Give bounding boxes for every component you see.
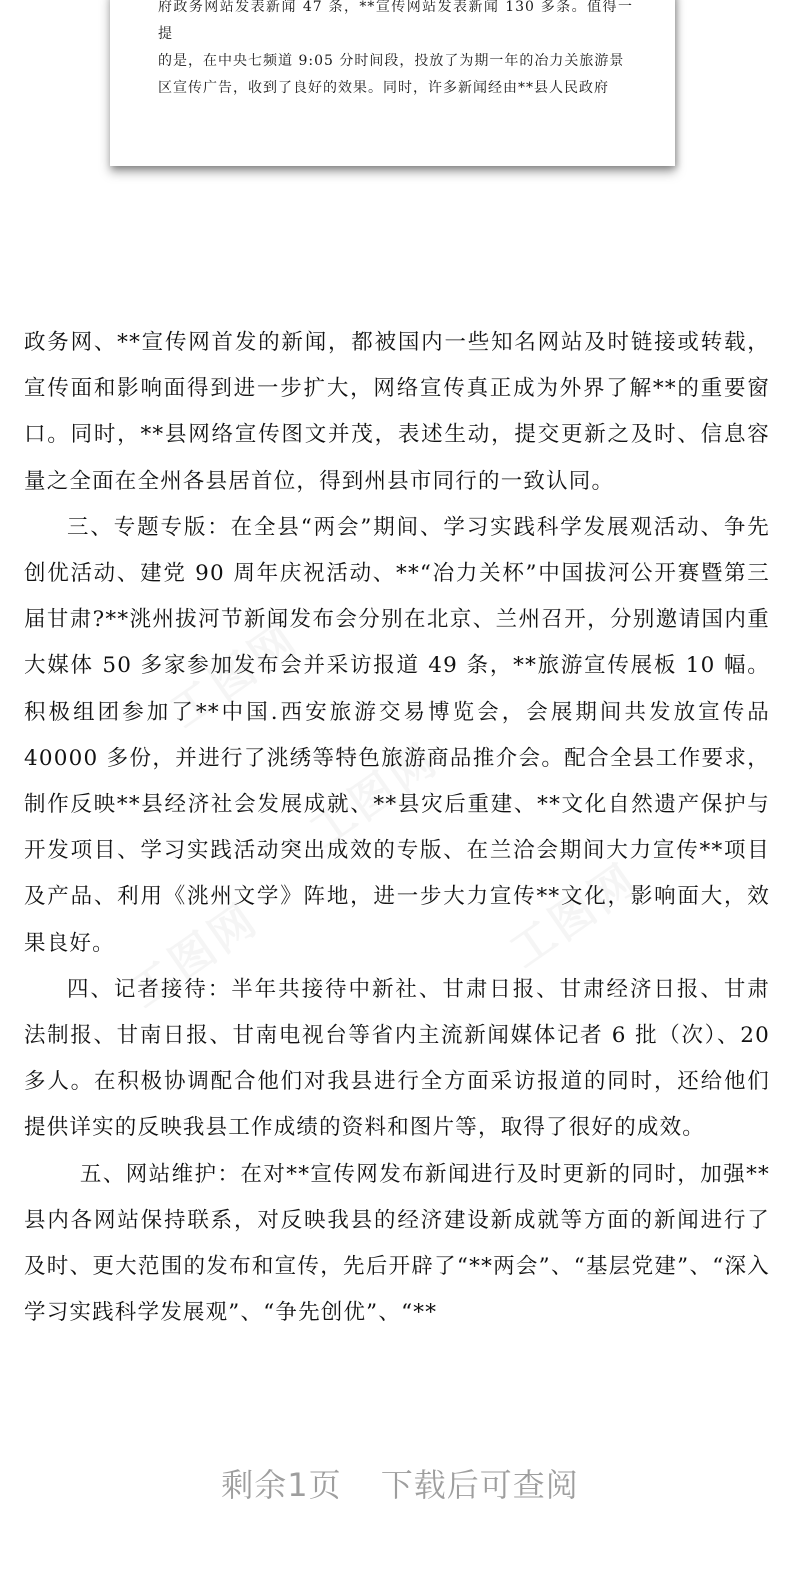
preview-line: 区宣传广告，收到了良好的效果。同时，许多新闻经由**县人民政府 [158,80,609,96]
paragraph-special-editions: 三、专题专版：在全县“两会”期间、学习实践科学发展观活动、争先创优活动、建党 90 周年庆祝活动、**“冶力关杯”中国拔河公开赛暨第三届甘肃?**洮州拔河节新闻发布会分别在北京、兰州召开，分别邀请国内重大媒体 50 多家参加发布会并采访报道 49 条，**旅游宣传展板 10 幅。积极组团参加了**中国.西安旅游交易博览会，会展期间共发放宣传品 40000 多份，并进行了洮绣等特色旅游商品推介会。配合全县工作要求，制作反映**县经济社会发展成就、**县灾后重建、**文化自然遗产保护与开发项目、学习实践活动突出成效的专版、在兰洽会期间大力宣传**项目及产品、利用《洮州文学》阵地，进一步大力宣传**文化，影响面大，效果良好。 [24,514,770,956]
preview-card-text [158,0,633,102]
remaining-pages-label: 剩余1页 [221,1466,342,1504]
preview-line: 府政务网站发表新闻 47 条，**宣传网站发表新闻 130 多条。值得一提 [158,0,633,42]
download-banner[interactable] [0,1460,800,1506]
watermark: 工图网 [120,893,269,1018]
watermark: 工图网 [500,853,649,978]
watermark: 工图网 [160,613,309,738]
document-body [24,320,770,1336]
download-to-view-label[interactable]: 下载后可查阅 [380,1466,579,1504]
watermark: 工图网 [300,733,449,858]
paragraph-network-news: 政务网、**宣传网首发的新闻，都被国内一些知名网站及时链接或转载，宣传面和影响面得到进一步扩大，网络宣传真正成为外界了解**的重要窗口。同时，**县网络宣传图文并茂，表述生动，提交更新之及时、信息容量之全面在全州各县居首位，得到州县市同行的一致认同。 [24,330,770,494]
preview-line: 的是，在中央七频道 9:05 分时间段，投放了为期一年的冶力关旅游景 [158,53,625,69]
paragraph-reporter-reception: 四、记者接待：半年共接待中新社、甘肃日报、甘肃经济日报、甘肃法制报、甘南日报、甘南电视台等省内主流新闻媒体记者 6 批（次）、20 多人。在积极协调配合他们对我县进行全方面采访报道的同时，还给他们提供详实的反映我县工作成绩的资料和图片等，取得了很好的成效。 [24,976,770,1141]
paragraph-website-maintenance: 五、网站维护：在对**宣传网发布新闻进行及时更新的同时，加强**县内各网站保持联系，对反映我县的经济建设新成就等方面的新闻进行了及时、更大范围的发布和宣传，先后开辟了“**两会”、“基层党建”、“深入学习实践科学发展观”、“争先创优”、“** [24,1161,770,1326]
preview-page-card [110,0,675,166]
